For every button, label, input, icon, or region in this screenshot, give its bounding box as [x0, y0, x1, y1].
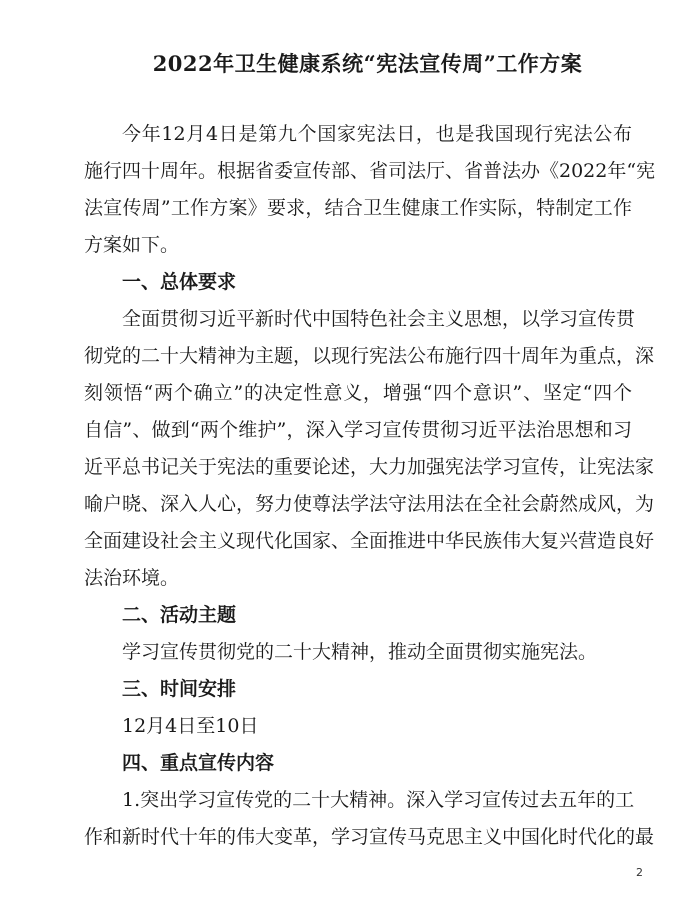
document-title: 2022年卫生健康系统“宪法宣传周”工作方案	[152, 51, 583, 76]
section-3-text: 12月4日至10日	[122, 715, 259, 737]
intro-line-2: 施行四十周年。根据省委宣传部、省司法厅、省普法办《2022年“宪	[84, 160, 656, 182]
section-4-line-1: 1.突出学习宣传党的二十大精神。深入学习宣传过去五年的工	[122, 789, 635, 811]
section-2-heading: 二、活动主题	[122, 604, 237, 626]
section-1-line-1: 全面贯彻习近平新时代中国特色社会主义思想，以学习宣传贯	[122, 308, 636, 330]
section-1-heading: 一、总体要求	[122, 271, 237, 293]
section-1-line-6: 喻户晓、深入人心，努力使尊法学法守法用法在全社会蔚然成风，为	[84, 493, 655, 515]
section-4-heading: 四、重点宣传内容	[122, 752, 275, 774]
section-2-text: 学习宣传贯彻党的二十大精神，推动全面贯彻实施宪法。	[122, 641, 598, 663]
intro-line-1: 今年12月4日是第九个国家宪法日，也是我国现行宪法公布	[122, 123, 632, 145]
section-1-line-7: 全面建设社会主义现代化国家、全面推进中华民族伟大复兴营造良好	[84, 530, 655, 552]
section-3-heading: 三、时间安排	[122, 678, 237, 700]
page-number: 2	[636, 866, 643, 879]
section-4-line-2: 作和新时代十年的伟大变革，学习宣传马克思主义中国化时代化的最	[84, 826, 655, 848]
intro-line-4: 方案如下。	[84, 234, 180, 256]
section-1-line-3: 刻领悟“两个确立”的决定性意义，增强“四个意识”、坚定“四个	[84, 382, 632, 404]
section-1-line-8: 法治环境。	[84, 567, 180, 589]
intro-line-3: 法宣传周”工作方案》要求，结合卫生健康工作实际，特制定工作	[84, 197, 632, 219]
section-1-line-4: 自信”、做到“两个维护”，深入学习宣传贯彻习近平法治思想和习	[84, 419, 632, 441]
section-1-line-5: 近平总书记关于宪法的重要论述，大力加强宪法学习宣传，让宪法家	[84, 456, 655, 478]
section-1-line-2: 彻党的二十大精神为主题，以现行宪法公布施行四十周年为重点，深	[84, 345, 655, 367]
